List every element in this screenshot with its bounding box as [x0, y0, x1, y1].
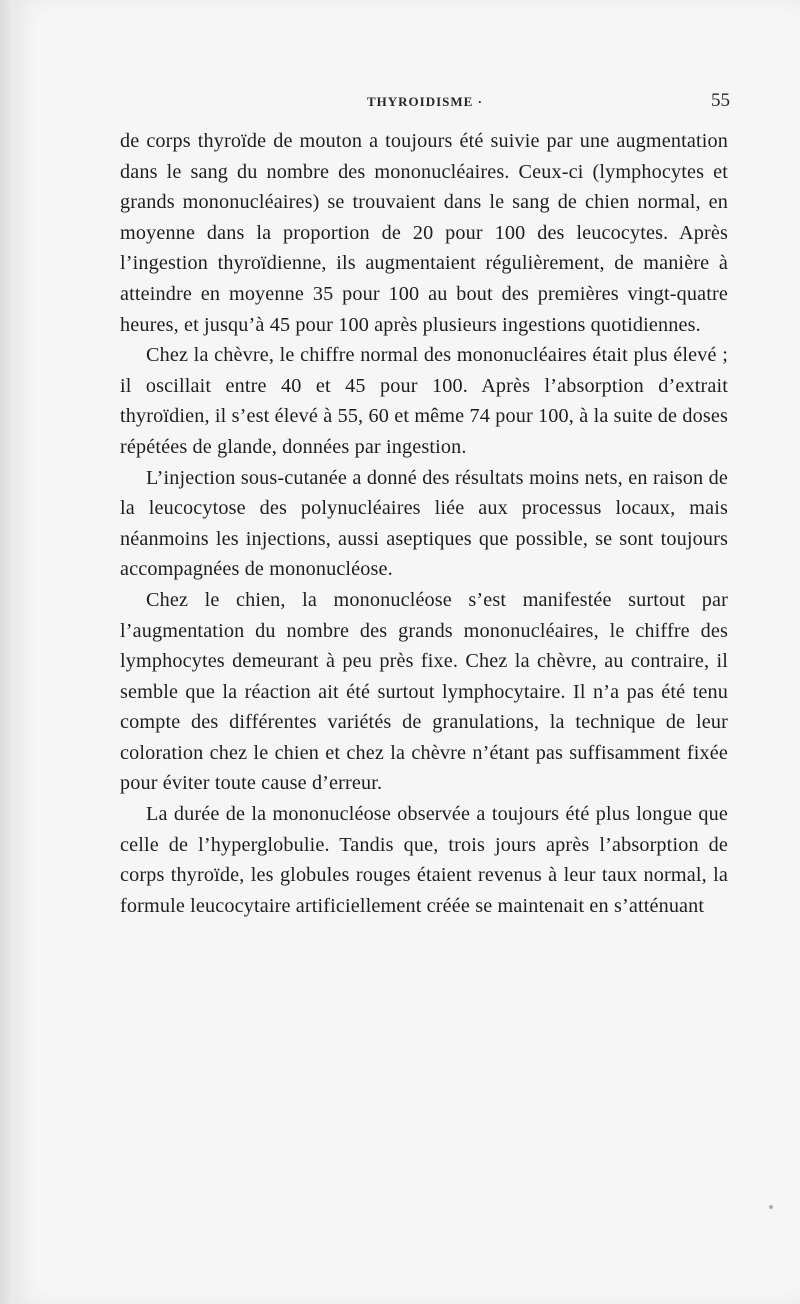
running-head — [120, 92, 730, 116]
page-gutter-shadow — [0, 0, 14, 1304]
paragraph-continuation: de corps thyroïde de mouton a toujours été suivie par une augmentation dans le sang du nombre des mononucléaires. Ceux-ci (lymphocytes et grands mononucléaires) se trouvaient dans le sang de chien normal, en moyenne dans la proportion de 20 pour 100 des leucocytes. Après l’ingestion thyroïdienne, ils augmentaient régulièrement, de manière à atteindre en moyenne 35 pour 100 au bout des premières vingt-quatre heures, et jusqu’à 45 pour 100 après plusieurs ingestions quotidiennes. — [120, 130, 728, 336]
body-text — [120, 126, 728, 921]
page-number: 55 — [711, 90, 730, 111]
running-title: THYROIDISME · — [367, 94, 483, 109]
scan-speck — [769, 1205, 773, 1209]
paragraph-dog-goat-reaction: Chez le chien, la mononucléose s’est manifestée surtout par l’augmentation du nombre des grands mononucléaires, le chiffre des lymphocytes demeurant à peu près fixe. Chez la chèvre, au contraire, il semble que la réaction ait été surtout lymphocytaire. Il n’a pas été tenu compte des différentes variétés de granulations, la technique de leur coloration chez le chien et chez la chèvre n’étant pas suffisamment fixée pour éviter toute cause d’erreur. — [120, 588, 728, 795]
paragraph-goat-count: Chez la chèvre, le chiffre normal des mononucléaires était plus élevé ; il oscillait entre 40 et 45 pour 100. Après l’absorption d’extrait thyroïdien, il s’est élevé à 55, 60 et même 74 pour 100, à la suite de doses répétées de glande, données par ingestion. — [120, 344, 728, 458]
paragraph-injection: L’injection sous-cutanée a donné des résultats moins nets, en raison de la leucocytose des polynucléaires liée aux processus locaux, mais néanmoins les injections, aussi aseptiques que possible, se sont toujours accompagnées de mononucléose. — [120, 466, 728, 581]
paragraph-duration: La durée de la mononucléose observée a toujours été plus longue que celle de l’hyperglobulie. Tandis que, trois jours après l’absorption de corps thyroïde, les globules rouges étaient revenus à leur taux normal, la formule leucocytaire artificiellement créée se maintenait en s’atténuant — [120, 803, 728, 917]
